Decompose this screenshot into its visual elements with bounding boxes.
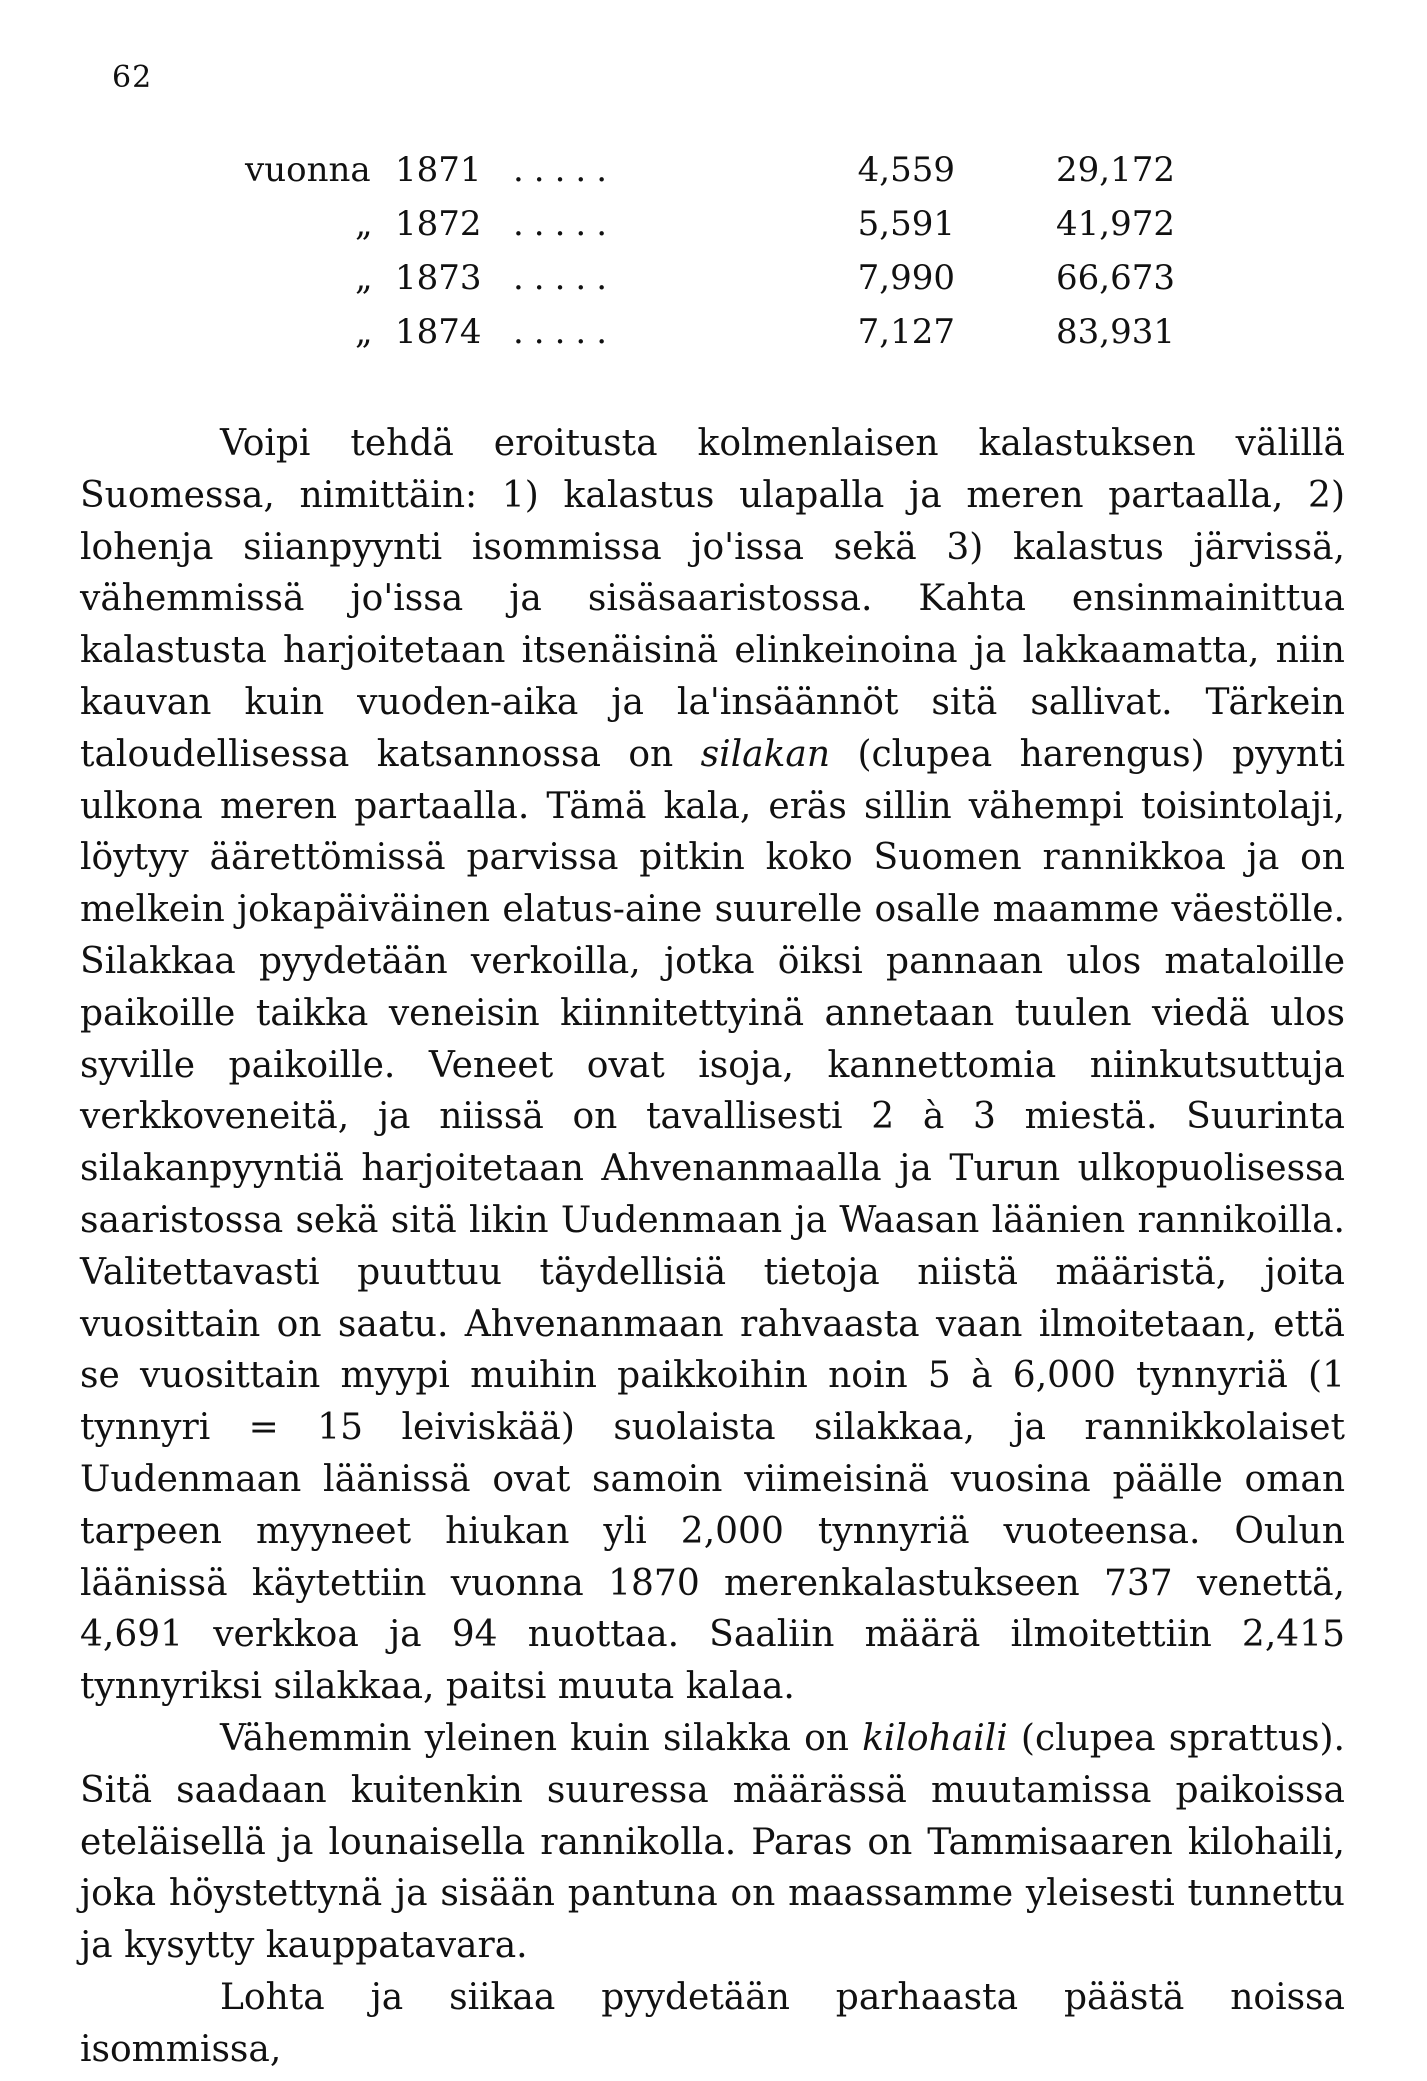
paragraph-text: (clupea harengus) pyynti ulkona meren partaalla. Tämä kala, eräs sillin vähempi toisintolaji, löytyy äärettömissä parvissa pitkin koko Suomen rannikkoa ja on melkein jokapäiväinen elatus-aine suurelle osalle maamme väestölle. Silakkaa pyydetään verkoilla, jotka öiksi pannaan ulos mataloille paikoille taikka veneisin kiinnitettyinä annetaan tuulen viedä ulos syville paikoille. Veneet ovat isoja, kannettomia niinkutsuttuja verkkoveneitä, ja niissä on tavallisesti 2 à 3 miestä. Suurinta silakanpyyntiä harjoitetaan Ahvenanmaalla ja Turun ulkopuolisessa saaristossa sekä sitä likin Uudenmaan ja Waasan läänien rannikoilla. Valitettavasti puuttuu täydellisiä tietoja niistä määristä, joita vuosittain on saatu. Ahvenanmaan rahvaasta vaan ilmoitetaan, että se vuosittain myypi muihin paikkoihin noin 5 à 6,000 tynnyriä (1 tynnyri = 15 leiviskää) suolaista silakkaa, ja rannikkolaiset Uudenmaan läänissä ovat samoin viimeisinä vuosina päälle oman tarpeen myyneet hiukan yli 2,000 tynnyriä vuoteensa. Oulun läänissä käytettiin vuonna 1870 merenkalastukseen 737 venettä, 4,691 verkkoa ja 94 nuottaa. Saaliin määrä ilmoitettiin 2,415 tynnyriksi silakkaa, paitsi muuta kalaa. <box>80 733 1345 1708</box>
row-value-b: 66,673 <box>1056 258 1175 298</box>
row-dots: ..... <box>513 204 618 244</box>
stats-row <box>245 150 1175 204</box>
row-dots: ..... <box>513 312 618 352</box>
row-value-b: 41,972 <box>1056 204 1175 244</box>
stats-table <box>245 150 1175 366</box>
paragraph-kilohaili <box>80 1713 1345 1972</box>
paragraph-text: Voipi tehdä eroitusta kolmenlaisen kalastuksen välillä Suomessa, nimittäin: 1) kalastus ulapalla ja meren partaalla, 2) lohenja siianpyynti isommissa jo'issa sekä 3) kalastus järvissä, vähemmissä jo'issa ja sisäsaaristossa. Kahta ensinmainittua kalastusta harjoitetaan itsenäisinä elinkeinoina ja lakkaamatta, niin kauvan kuin vuoden-aika ja la'insäännöt sitä sallivat. Tärkein taloudellisessa katsannossa on <box>80 423 1345 775</box>
body-text <box>80 418 1345 2076</box>
row-year: 1873 <box>395 258 482 298</box>
row-value-a: 7,127 <box>857 312 955 352</box>
row-year: 1871 <box>395 150 482 190</box>
row-value-a: 5,591 <box>857 204 955 244</box>
term-silakan: silakan <box>700 733 831 775</box>
paragraph-silakka <box>80 418 1345 1713</box>
row-prefix: vuonna <box>245 150 371 190</box>
row-prefix: „ <box>355 312 373 352</box>
row-prefix: „ <box>355 258 373 298</box>
row-dots: ..... <box>513 150 618 190</box>
paragraph-lohi <box>80 1972 1345 2076</box>
paragraph-text: Lohta ja siikaa pyydetään parhaasta päästä noissa isommissa, <box>80 1976 1345 2070</box>
paragraph-text: (clupea sprattus). Sitä saadaan kuitenkin suuressa määrässä muutamissa paikoissa eteläisellä ja lounaisella rannikolla. Paras on Tammisaaren kilohaili, joka höystettynä ja sisään pantuna on maassamme yleisesti tunnettu ja kysytty kauppatavara. <box>80 1717 1345 1967</box>
stats-row <box>245 204 1175 258</box>
row-dots: ..... <box>513 258 618 298</box>
row-year: 1872 <box>395 204 482 244</box>
row-value-b: 83,931 <box>1056 312 1175 352</box>
term-kilohaili: kilohaili <box>862 1717 1008 1759</box>
paragraph-text: Vähemmin yleinen kuin silakka on <box>220 1717 863 1759</box>
row-value-a: 4,559 <box>857 150 955 190</box>
row-prefix: „ <box>355 204 373 244</box>
stats-row <box>245 258 1175 312</box>
stats-row <box>245 312 1175 366</box>
row-year: 1874 <box>395 312 482 352</box>
row-value-a: 7,990 <box>857 258 955 298</box>
page-number: 62 <box>112 60 153 95</box>
row-value-b: 29,172 <box>1056 150 1175 190</box>
